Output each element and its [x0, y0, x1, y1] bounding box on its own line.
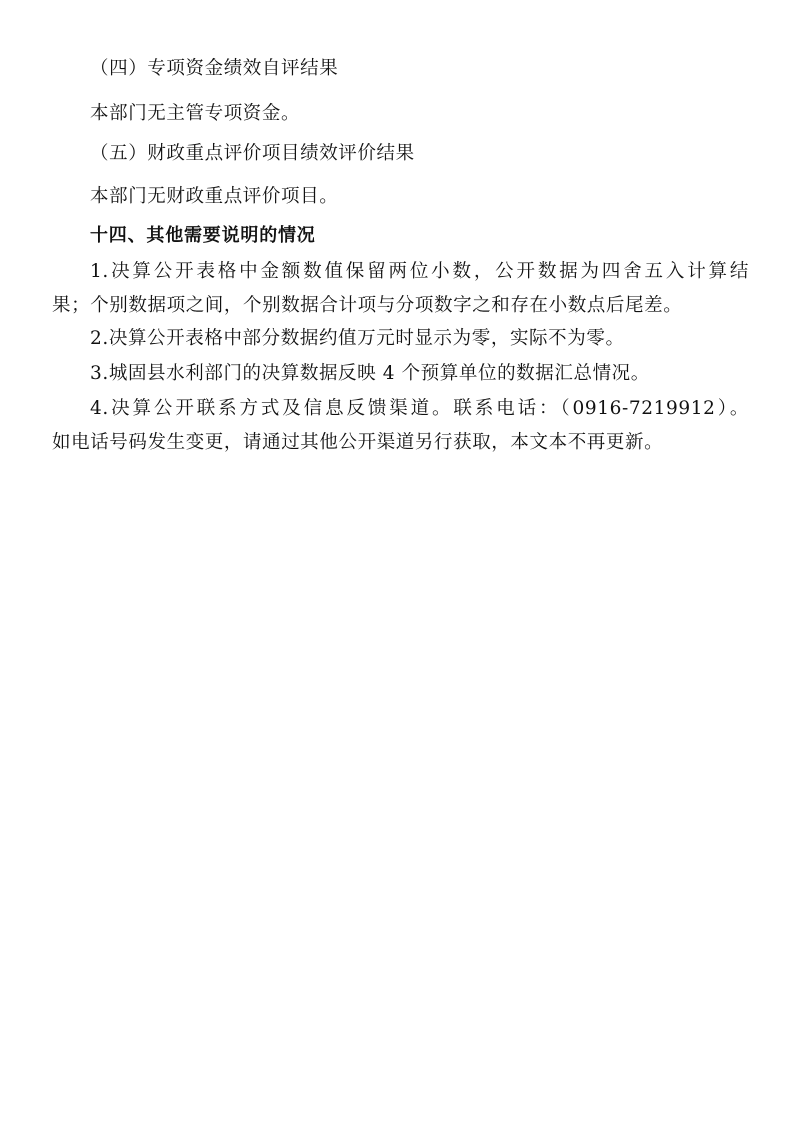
section-5-heading: （五）财政重点评价项目绩效评价结果 — [90, 143, 415, 164]
section-4-body: 本部门无主管专项资金。 — [90, 103, 301, 124]
note-1-line-2: 果；个别数据项之间，个别数据合计项与分项数字之和存在小数点后尾差。 — [52, 295, 683, 316]
note-3: 3.城固县水利部门的决算数据反映 4 个预算单位的数据汇总情况。 — [90, 363, 650, 384]
section-4-heading: （四）专项资金绩效自评结果 — [90, 58, 339, 79]
note-1-line-1: 1.决算公开表格中金额数值保留两位小数，公开数据为四舍五入计算结 — [90, 261, 749, 282]
note-4-line-1: 4.决算公开联系方式及信息反馈渠道。联系电话：（0916-7219912）。 — [90, 398, 749, 419]
note-4-line-2: 如电话号码发生变更，请通过其他公开渠道另行获取，本文本不再更新。 — [52, 432, 664, 453]
section-14-heading: 十四、其他需要说明的情况 — [90, 225, 316, 246]
note-2: 2.决算公开表格中部分数据约值万元时显示为零，实际不为零。 — [90, 328, 625, 349]
section-5-body: 本部门无财政重点评价项目。 — [90, 186, 339, 207]
